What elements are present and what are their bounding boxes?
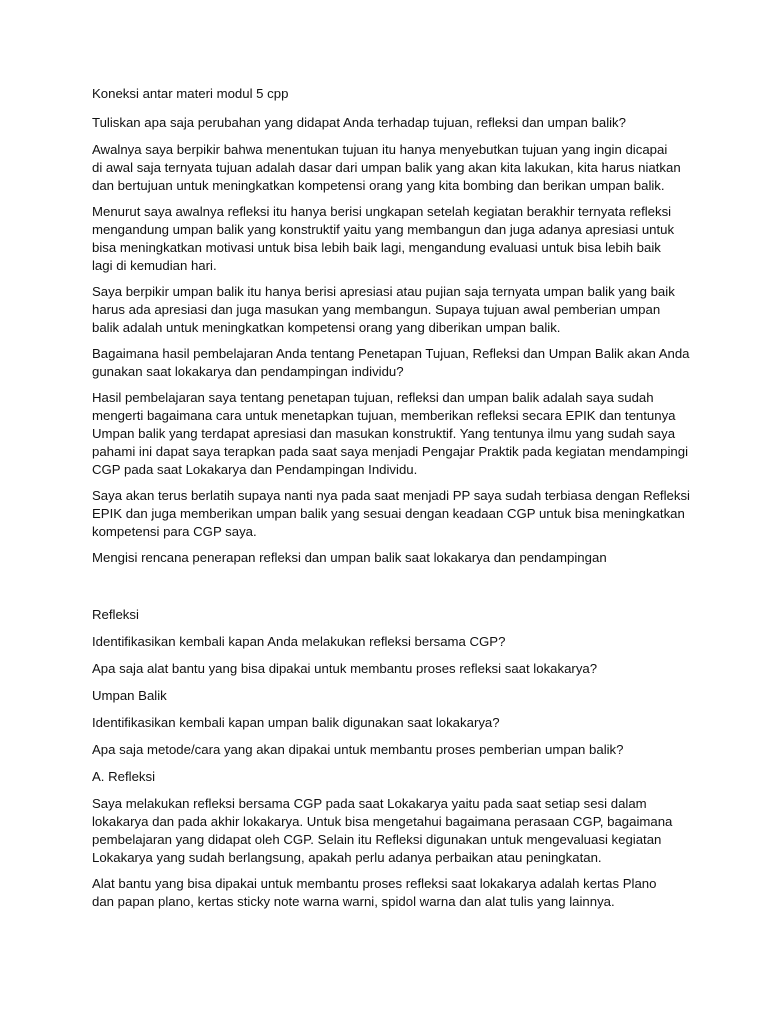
text-line: pembelajaran yang didapat oleh CGP. Selain itu Refleksi digunakan untuk mengevaluasi kegiatan [92, 832, 662, 847]
paragraph-alat-bantu [92, 875, 698, 911]
text-line: dan papan plano, kertas sticky note warna warni, spidol warna dan alat tulis yang lainnya. [92, 894, 615, 909]
text-line: CGP pada saat Lokakarya dan Pendampingan Individu. [92, 462, 418, 477]
text-line: EPIK dan juga memberikan umpan balik yang sesuai dengan keadaan CGP untuk bisa meningkatkan [92, 506, 685, 521]
text-line: mengerti bagaimana cara untuk menetapkan tujuan, memberikan refleksi secara EPIK dan tentunya [92, 408, 676, 423]
text-line: Bagaimana hasil pembelajaran Anda tentang Penetapan Tujuan, Refleksi dan Umpan Balik akan Anda [92, 346, 690, 361]
question-hasil-pembelajaran [92, 345, 698, 381]
blank-space [92, 575, 698, 606]
paragraph-hasil-pembelajaran [92, 389, 698, 479]
paragraph-melakukan-refleksi [92, 795, 698, 867]
text-line: Menurut saya awalnya refleksi itu hanya berisi ungkapan setelah kegiatan berakhir ternyata refleksi [92, 204, 672, 219]
question-changes: Tuliskan apa saja perubahan yang didapat Anda terhadap tujuan, refleksi dan umpan balik? [92, 115, 626, 130]
text-line: dan bertujuan untuk meningkatkan kompetensi orang yang kita bombing dan berikan umpan balik. [92, 178, 665, 193]
question-kapan-refleksi: Identifikasikan kembali kapan Anda melakukan refleksi bersama CGP? [92, 634, 506, 649]
text-line: balik adalah untuk meningkatkan kompetensi orang yang diberikan umpan balik. [92, 320, 561, 335]
question-alat-bantu: Apa saja alat bantu yang bisa dipakai untuk membantu proses refleksi saat lokakarya? [92, 661, 598, 676]
question-kapan-umpan-balik: Identifikasikan kembali kapan umpan balik digunakan saat lokakarya? [92, 715, 500, 730]
text-line: pahami ini dapat saya terapkan pada saat saya menjadi Pengajar Praktik pada kegiatan mendampingi [92, 444, 689, 459]
heading-refleksi: Refleksi [92, 607, 139, 622]
paragraph-tujuan [92, 141, 698, 195]
text-line: lagi di kemudian hari. [92, 258, 217, 273]
text-line: Saya berpikir umpan balik itu hanya berisi apresiasi atau pujian saja ternyata umpan balik yang baik [92, 284, 675, 299]
question-metode: Apa saja metode/cara yang akan dipakai untuk membantu proses pemberian umpan balik? [92, 742, 624, 757]
heading-umpan-balik: Umpan Balik [92, 688, 167, 703]
text-line: gunakan saat lokakarya dan pendampingan individu? [92, 364, 404, 379]
text-line: bisa meningkatkan motivasi untuk bisa lebih baik lagi, mengandung evaluasi untuk bisa lebih baik [92, 240, 661, 255]
text-line: Awalnya saya berpikir bahwa menentukan tujuan itu hanya menyebutkan tujuan yang ingin dicapai [92, 142, 668, 157]
text-line: Umpan balik yang terdapat apresiasi dan masukan konstruktif. Yang tentunya ilmu yang sudah saya [92, 426, 676, 441]
text-line: Saya akan terus berlatih supaya nanti nya pada saat menjadi PP saya sudah terbiasa dengan Refleksi [92, 488, 690, 503]
text-line: mengandung umpan balik yang konstruktif yaitu yang membangun dan juga adanya apresiasi untuk [92, 222, 675, 237]
text-line: Hasil pembelajaran saya tentang penetapan tujuan, refleksi dan umpan balik adalah saya sudah [92, 390, 654, 405]
text-line: Alat bantu yang bisa dipakai untuk membantu proses refleksi saat lokakarya adalah kertas Plano [92, 876, 657, 891]
paragraph-berlatih [92, 487, 698, 541]
paragraph-umpan-balik [92, 283, 698, 337]
paragraph-rencana: Mengisi rencana penerapan refleksi dan umpan balik saat lokakarya dan pendampingan [92, 550, 607, 565]
text-line: Saya melakukan refleksi bersama CGP pada saat Lokakarya yaitu pada saat setiap sesi dalam [92, 796, 647, 811]
text-line: kompetensi para CGP saya. [92, 524, 257, 539]
document-title: Koneksi antar materi modul 5 cpp [92, 86, 289, 101]
text-line: Lokakarya yang sudah berlangsung, apakah perlu adanya perbaikan atau peningkatan. [92, 850, 602, 865]
paragraph-refleksi [92, 203, 698, 275]
heading-a-refleksi: A. Refleksi [92, 769, 156, 784]
text-line: di awal saja ternyata tujuan adalah dasar dari umpan balik yang akan kita lakukan, kita harus niatkan [92, 160, 681, 175]
text-line: lokakarya dan pada akhir lokakarya. Untuk bisa mengetahui bagaimana perasaan CGP, bagaimana [92, 814, 673, 829]
text-line: harus ada apresiasi dan juga masukan yang membangun. Supaya tujuan awal pemberian umpan [92, 302, 661, 317]
